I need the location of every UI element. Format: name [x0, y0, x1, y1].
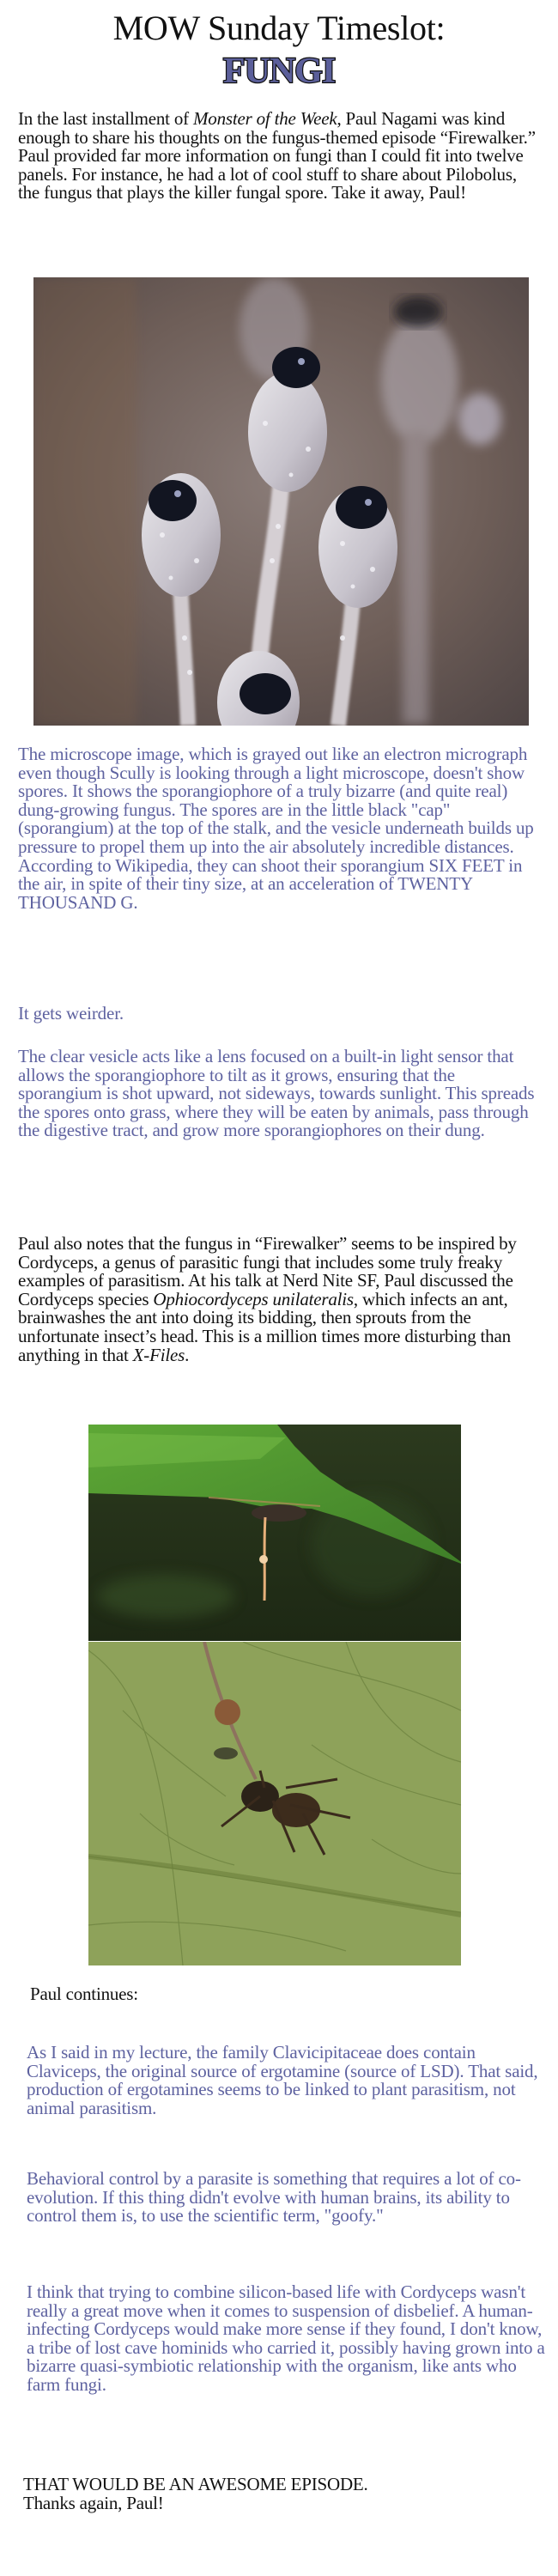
ant-photo-top — [88, 1425, 461, 1641]
closing-thanks: Thanks again, Paul! — [23, 2493, 164, 2513]
fungi-logo — [0, 50, 558, 94]
svg-text:FUNGI: FUNGI — [222, 52, 336, 89]
closing-exclamation: THAT WOULD BE AN AWESOME EPISODE. — [23, 2474, 368, 2494]
intro-paragraph: In the last installment of Monster of the Week, Paul Nagami was kind enough to share his thoughts on the fungus-themed episode “Firewalker.” Paul provided far more information on fungi than I could fit into twelve panels. For instance, he had a lot of cool stuff to share about Pilobolus, the fungus that plays the killer fungal spore. Take it away, Paul! — [18, 108, 536, 204]
quote-cordyceps-paragraph-1: As I said in my lecture, the family Clavicipitaceae does contain Claviceps, the original source of ergotamine (source of LSD). That said, production of ergotamines seems to be linked to plant parasitism, not animal parasitism. — [27, 2042, 538, 2118]
pilobolus-image — [33, 277, 529, 726]
cordyceps-paragraph: Paul also notes that the fungus in “Firewalker” seems to be inspired by Cordyceps, a genus of parasitic fungi that includes some truly freaky examples of parasitism. At his talk at Nerd Nite SF, Paul discussed the Cordyceps species Ophiocordyceps unilateralis, which infects an ant, brainwashes the ant into doing its bidding, then sprouts from the unfortunate insect’s head. This is a million times more disturbing than anything in that X-Files. — [18, 1233, 517, 1365]
ant-on-leaf-image — [88, 1642, 461, 1965]
quote-cordyceps-paragraph-2: Behavioral control by a parasite is something that requires a lot of co-evolution. If this thing didn't evolve with human brains, its ability to control them is, to use the scientific term, "goofy." — [27, 2168, 521, 2227]
paul-continues-label: Paul continues: — [30, 1984, 138, 2004]
quote-pilobolus-paragraph-2: It gets weirder. — [18, 1003, 124, 1024]
quote-cordyceps-paragraph-3: I think that trying to combine silicon-based life with Cordyceps wasn't really a great move when it comes to suspension of disbelief. A human-infecting Cordyceps would make more sense if they found, I don't know, a tribe of lost cave hominids who carried it, possibly having grown into a bizarre quasi-symbiotic relationship with the organism, like ants who farm fungi. — [27, 2281, 545, 2395]
quote-pilobolus-paragraph-1: The microscope image, which is grayed out like an electron micrograph even though Scully is looking through a light microscope, doesn't show spores. It shows the sporangiophore of a truly bizarre (and quite real) dung-growing fungus. The spores are in the little black "cap" (sporangium) at the top of the stalk, and the vesicle underneath builds up pressure to propel them up into the air absolutely incredible distances. According to Wikipedia, they can shoot their sporangium SIX FEET in the air, in spite of their tiny size, at an acceleration of TWENTY THOUSAND G. — [18, 744, 534, 913]
pilobolus-photo — [33, 277, 529, 726]
quote-pilobolus-paragraph-3: The clear vesicle acts like a lens focused on a built-in light sensor that allows the sporangiophore to tilt as it grows, ensuring that the sporangium is shot upward, not sideways, towards sunlight. This spreads the spores onto grass, where they will be eaten by animals, pass through the digestive tract, and grow more sporangiophores on their dung. — [18, 1046, 535, 1141]
page-title: MOW Sunday Timeslot: — [112, 9, 446, 47]
ant-under-leaf-image — [88, 1425, 461, 1641]
ant-photo-bottom — [88, 1642, 461, 1965]
fungi-logo-graphic — [210, 50, 348, 89]
